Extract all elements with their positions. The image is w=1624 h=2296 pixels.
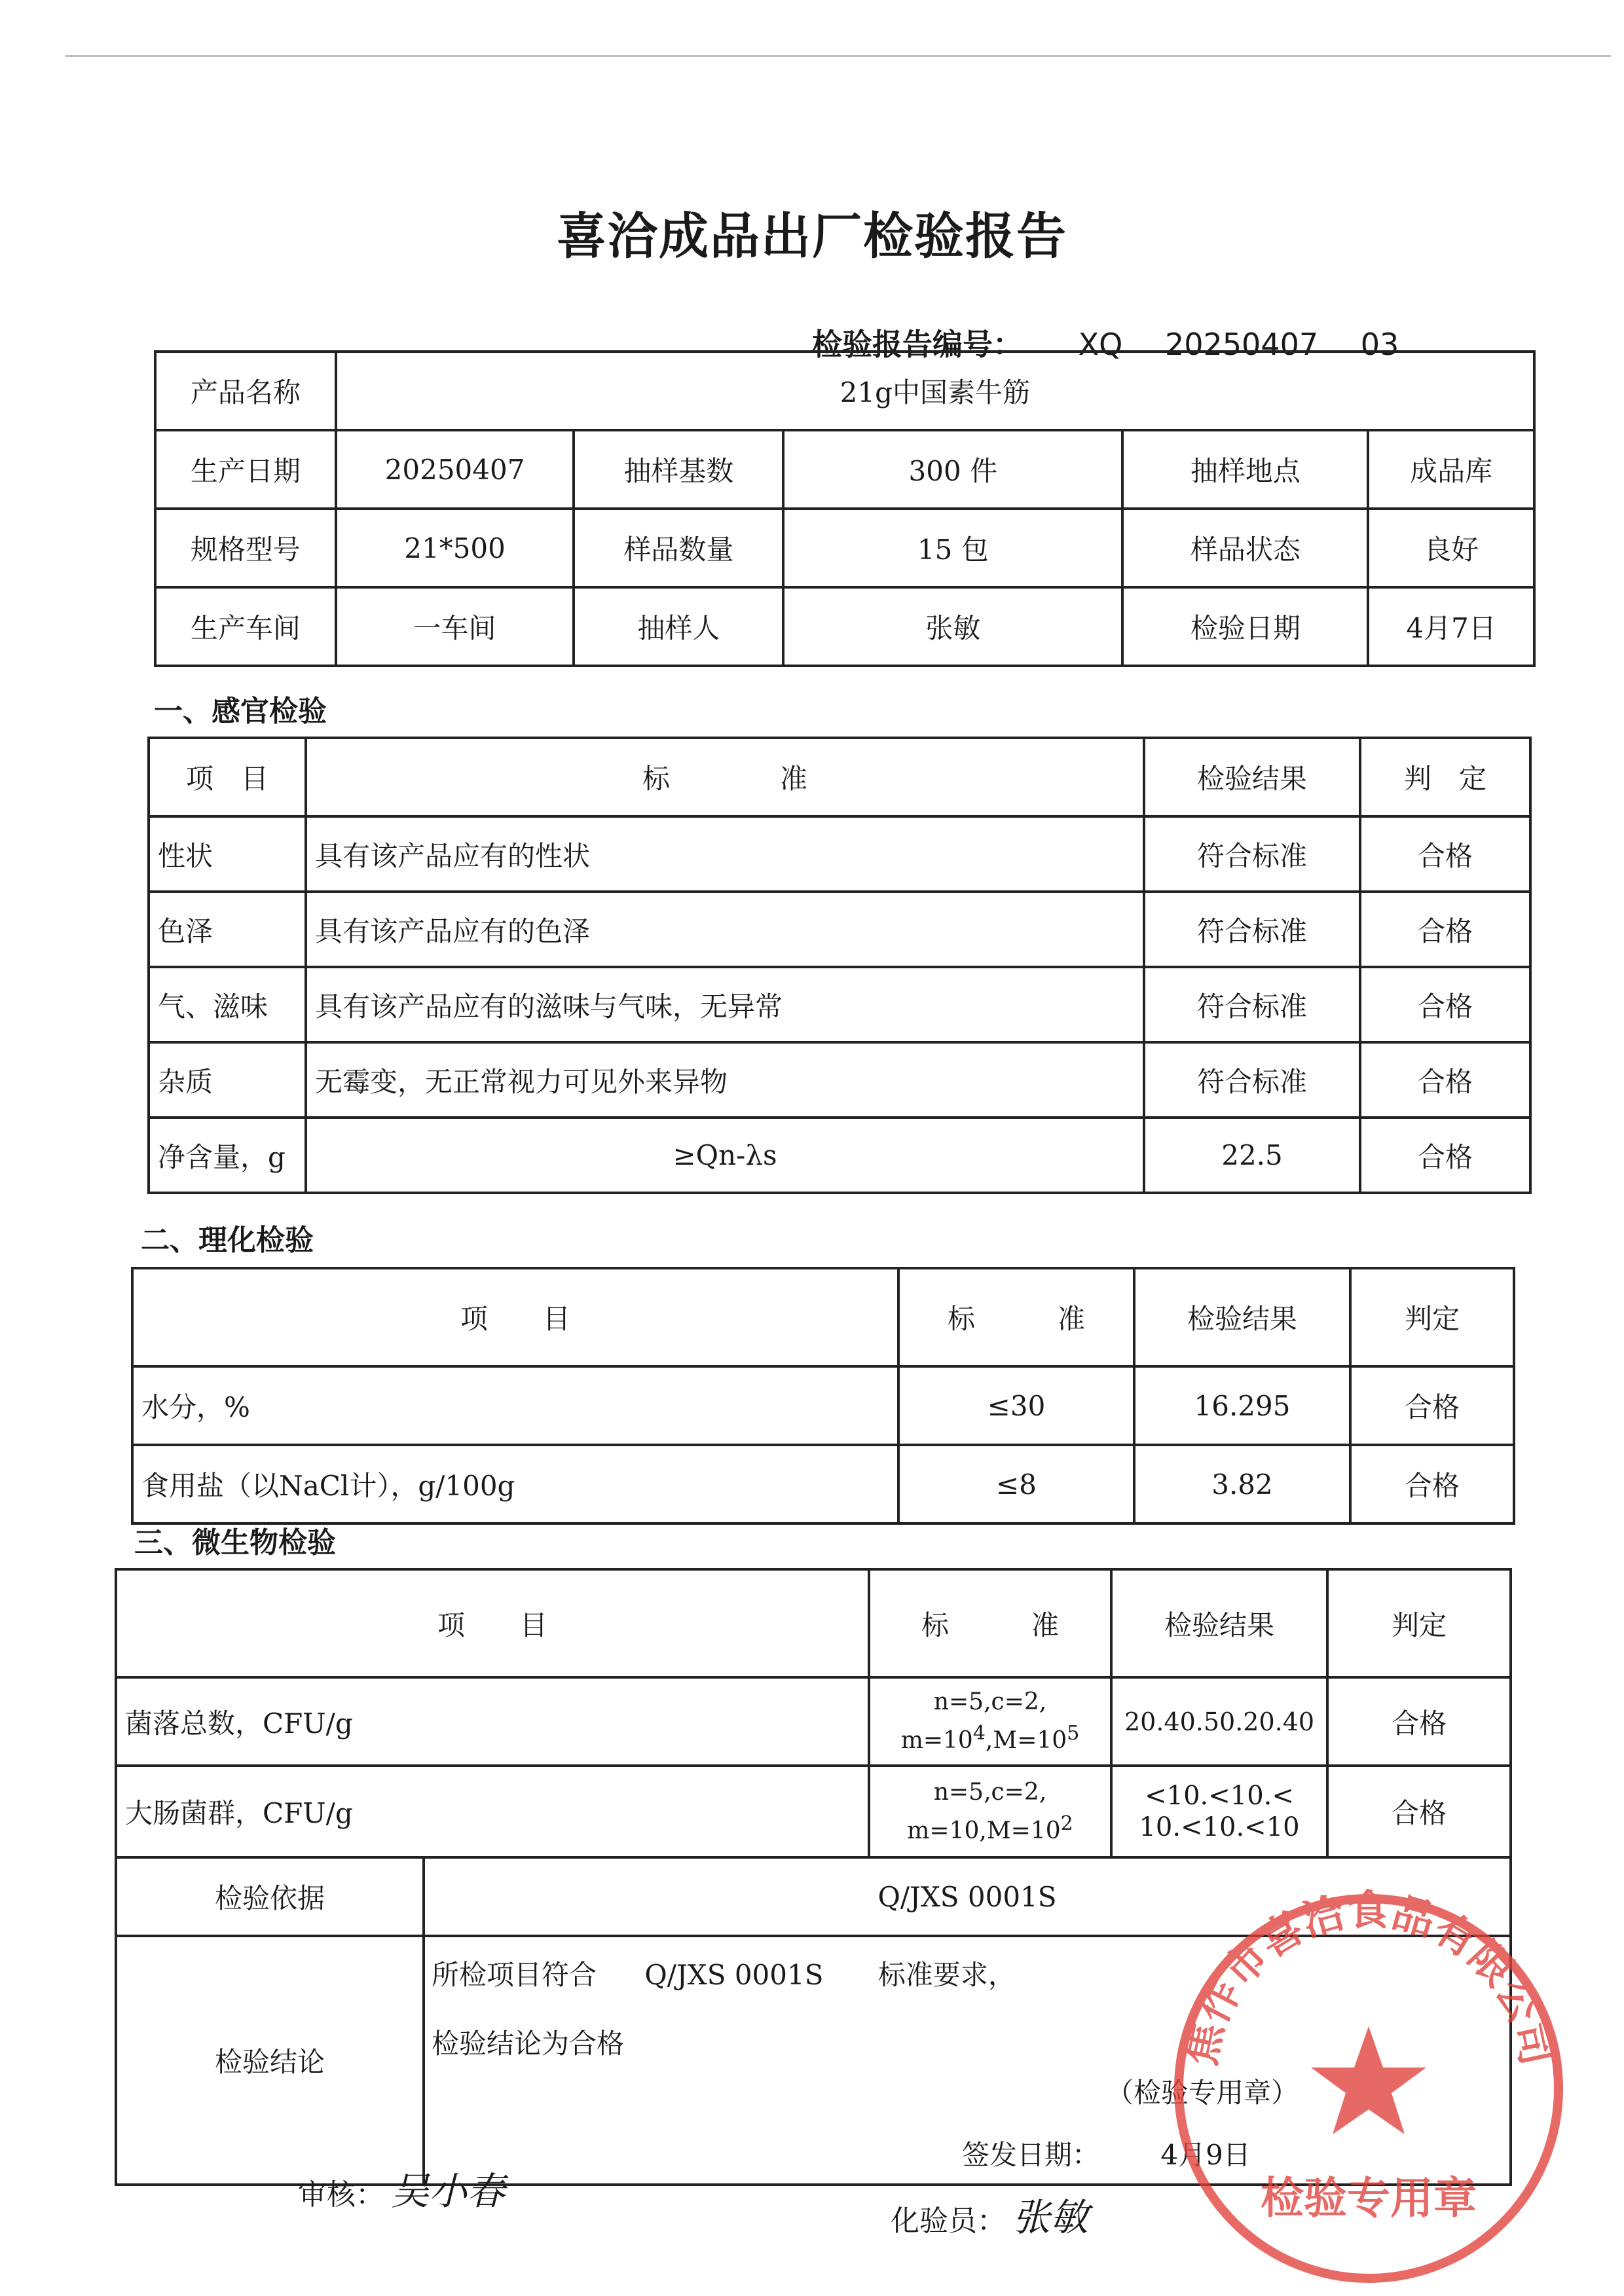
micro-standard-line1: n=5,c=2, bbox=[933, 1688, 1047, 1715]
physchem-item: 水分，% bbox=[132, 1366, 898, 1445]
spec-label: 规格型号 bbox=[155, 509, 336, 587]
physchem-header-result: 检验结果 bbox=[1134, 1268, 1350, 1366]
conclusion-standard: Q/JXS 0001S bbox=[644, 1959, 824, 1991]
micro-standard-M-exp: 5 bbox=[1067, 1722, 1080, 1745]
sensory-verdict: 合格 bbox=[1360, 892, 1530, 967]
sampler: 张敏 bbox=[783, 587, 1122, 666]
sensory-header-verdict: 判 定 bbox=[1360, 738, 1530, 816]
sampler-label: 抽样人 bbox=[574, 587, 783, 666]
inspection-date-label: 检验日期 bbox=[1122, 587, 1368, 666]
company-seal bbox=[1166, 1886, 1572, 2291]
micro-standard bbox=[869, 1677, 1111, 1766]
page-title: 喜洽成品出厂检验报告 bbox=[557, 207, 1067, 265]
table-row bbox=[149, 1118, 1530, 1193]
table-row bbox=[132, 1445, 1514, 1523]
stamp-note: （检验专用章） bbox=[1106, 2077, 1299, 2109]
inspection-date: 4月7日 bbox=[1368, 587, 1534, 666]
sensory-header-result: 检验结果 bbox=[1144, 738, 1360, 816]
conclusion-label: 检验结论 bbox=[116, 1936, 424, 2185]
micro-header-item: 项 目 bbox=[116, 1569, 869, 1677]
conclusion-text-b: 标准要求， bbox=[877, 1959, 1016, 1991]
production-date-label: 生产日期 bbox=[155, 430, 336, 509]
micro-result bbox=[1111, 1766, 1327, 1857]
micro-result: 20.40.50.20.40 bbox=[1111, 1677, 1327, 1766]
physchem-heading: 二、理化检验 bbox=[141, 1224, 314, 1257]
seal-purpose: 检验专用章 bbox=[1261, 2173, 1477, 2223]
micro-standard-m-exp: 4 bbox=[972, 1722, 986, 1745]
workshop-label: 生产车间 bbox=[155, 587, 336, 666]
micro-verdict: 合格 bbox=[1327, 1677, 1511, 1766]
reviewer-signature: 吴小春 bbox=[391, 2169, 506, 2214]
sensory-result: 符合标准 bbox=[1144, 967, 1360, 1042]
micro-item: 大肠菌群，CFU/g bbox=[116, 1766, 869, 1857]
table-row bbox=[116, 1766, 1511, 1857]
physchem-header-standard: 标 准 bbox=[898, 1268, 1134, 1366]
sensory-item: 气、滋味 bbox=[149, 967, 306, 1042]
micro-standard-mM: m=10,M=10 bbox=[907, 1817, 1061, 1844]
reviewer bbox=[298, 2160, 505, 2215]
seal-star-icon bbox=[1311, 2026, 1426, 2134]
physchem-header-item: 项 目 bbox=[132, 1268, 898, 1366]
issue-date-label: 签发日期： bbox=[962, 2139, 1100, 2171]
reviewer-label: 审核： bbox=[298, 2178, 384, 2212]
sensory-result: 22.5 bbox=[1144, 1118, 1360, 1193]
sensory-result: 符合标准 bbox=[1144, 816, 1360, 892]
sensory-standard: 具有该产品应有的性状 bbox=[306, 816, 1144, 892]
info-table bbox=[154, 350, 1536, 667]
production-date: 20250407 bbox=[336, 430, 574, 509]
sampling-base-label: 抽样基数 bbox=[574, 430, 783, 509]
micro-result-line2: 10.<10.<10 bbox=[1139, 1812, 1300, 1842]
inspector bbox=[891, 2187, 1088, 2242]
sample-qty-label: 样品数量 bbox=[574, 509, 783, 587]
sensory-heading: 一、感官检验 bbox=[154, 695, 327, 728]
physchem-standard: ≤8 bbox=[898, 1445, 1134, 1523]
micro-standard-line1: n=5,c=2, bbox=[933, 1778, 1047, 1806]
sensory-verdict: 合格 bbox=[1360, 816, 1530, 892]
page-edge bbox=[65, 55, 1611, 57]
micro-verdict: 合格 bbox=[1327, 1766, 1511, 1857]
basis-value: Q/JXS 0001S bbox=[424, 1857, 1511, 1936]
physchem-standard: ≤30 bbox=[898, 1366, 1134, 1445]
sensory-standard: 具有该产品应有的滋味与气味，无异常 bbox=[306, 967, 1144, 1042]
product-name-label: 产品名称 bbox=[155, 352, 336, 430]
sensory-verdict: 合格 bbox=[1360, 967, 1530, 1042]
product-name: 21g中国素牛筋 bbox=[336, 352, 1534, 430]
sampling-place: 成品库 bbox=[1368, 430, 1534, 509]
inspector-signature: 张敏 bbox=[1012, 2195, 1089, 2240]
physchem-result: 3.82 bbox=[1134, 1445, 1350, 1523]
sensory-header-item: 项 目 bbox=[149, 738, 306, 816]
sensory-result: 符合标准 bbox=[1144, 1042, 1360, 1118]
physchem-result: 16.295 bbox=[1134, 1366, 1350, 1445]
table-row bbox=[149, 816, 1530, 892]
sampling-place-label: 抽样地点 bbox=[1122, 430, 1368, 509]
conclusion-line2: 检验结论为合格 bbox=[432, 2028, 625, 2060]
sample-qty: 15 包 bbox=[783, 509, 1122, 587]
workshop: 一车间 bbox=[336, 587, 574, 666]
conclusion-line1 bbox=[432, 1954, 1016, 1993]
sensory-verdict: 合格 bbox=[1360, 1042, 1530, 1118]
conclusion-text-a: 所检项目符合 bbox=[432, 1959, 597, 1991]
report-number-prefix: XQ bbox=[1078, 327, 1123, 362]
micro-standard-M: ,M=10 bbox=[985, 1727, 1067, 1754]
sensory-item: 杂质 bbox=[149, 1042, 306, 1118]
micro-header-standard: 标 准 bbox=[869, 1569, 1111, 1677]
issue-date-value: 4月9日 bbox=[1160, 2139, 1251, 2171]
physchem-item: 食用盐（以NaCl计），g/100g bbox=[132, 1445, 898, 1523]
spec: 21*500 bbox=[336, 509, 574, 587]
table-row bbox=[132, 1366, 1514, 1445]
sensory-header-standard: 标 准 bbox=[306, 738, 1144, 816]
report-number-label: 检验报告编号： bbox=[812, 327, 1023, 362]
sensory-result: 符合标准 bbox=[1144, 892, 1360, 967]
micro-result-line1: <10.<10.< bbox=[1145, 1781, 1294, 1811]
seal-company-name: 焦作市喜洽食品有限公司 bbox=[1176, 1887, 1561, 2070]
basis-label: 检验依据 bbox=[116, 1857, 424, 1936]
sensory-item: 性状 bbox=[149, 816, 306, 892]
micro-header-result: 检验结果 bbox=[1111, 1569, 1327, 1677]
physchem-verdict: 合格 bbox=[1350, 1445, 1514, 1523]
sample-state-label: 样品状态 bbox=[1122, 509, 1368, 587]
table-row bbox=[149, 1042, 1530, 1118]
sensory-standard: ≥Qn-λs bbox=[306, 1118, 1144, 1193]
micro-standard-M-exp: 2 bbox=[1060, 1812, 1073, 1835]
report-number-seq: 03 bbox=[1360, 327, 1399, 362]
sensory-item: 色泽 bbox=[149, 892, 306, 967]
physchem-table bbox=[131, 1267, 1515, 1525]
table-row bbox=[116, 1677, 1511, 1766]
sample-state: 良好 bbox=[1368, 509, 1534, 587]
sampling-base: 300 件 bbox=[783, 430, 1122, 509]
sensory-verdict: 合格 bbox=[1360, 1118, 1530, 1193]
physchem-verdict: 合格 bbox=[1350, 1366, 1514, 1445]
sensory-table bbox=[147, 737, 1532, 1194]
table-row bbox=[149, 892, 1530, 967]
physchem-header-verdict: 判定 bbox=[1350, 1268, 1514, 1366]
sensory-item: 净含量，g bbox=[149, 1118, 306, 1193]
table-row bbox=[149, 967, 1530, 1042]
micro-item: 菌落总数，CFU/g bbox=[116, 1677, 869, 1766]
micro-header-verdict: 判定 bbox=[1327, 1569, 1511, 1677]
sensory-standard: 具有该产品应有的色泽 bbox=[306, 892, 1144, 967]
micro-heading: 三、微生物检验 bbox=[134, 1526, 336, 1559]
inspector-label: 化验员： bbox=[891, 2204, 1006, 2238]
sensory-standard: 无霉变，无正常视力可见外来异物 bbox=[306, 1042, 1144, 1118]
report-number-date: 20250407 bbox=[1164, 327, 1319, 362]
micro-standard-m: m=10 bbox=[900, 1727, 973, 1754]
micro-standard bbox=[869, 1766, 1111, 1857]
